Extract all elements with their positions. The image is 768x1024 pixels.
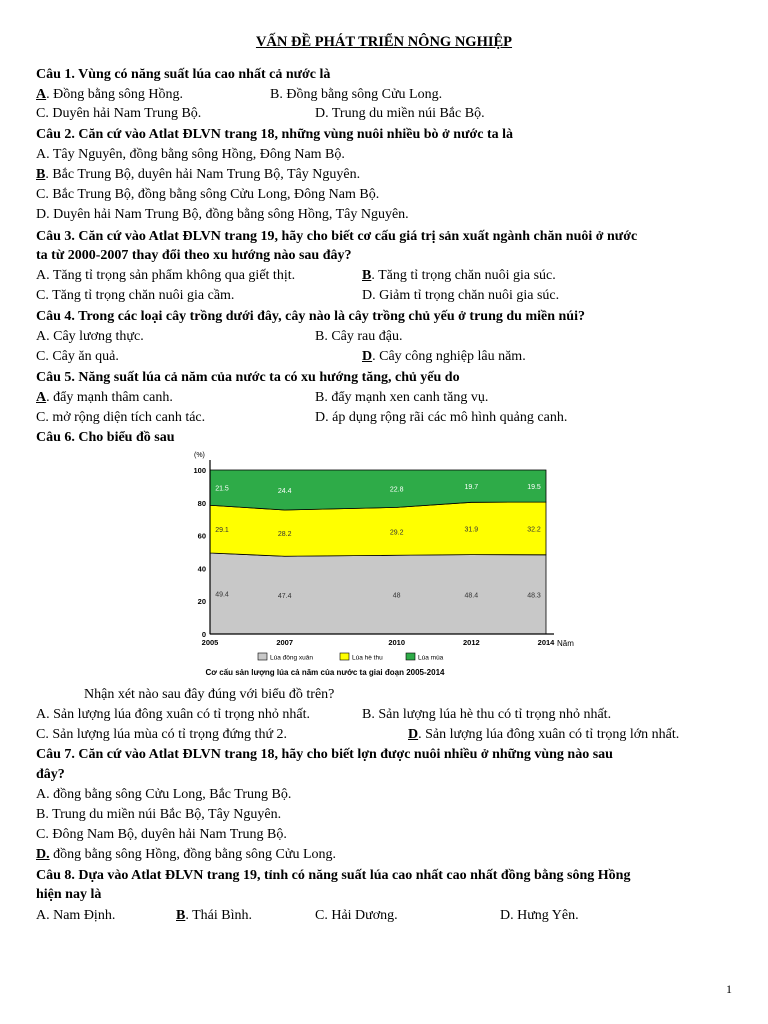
question-7-stem-line-1: Câu 7. Căn cứ vào Atlat ĐLVN trang 18, hãy cho biết lợn được nuôi nhiều ở những vùng nào sau	[36, 747, 613, 762]
q5-option-d: D. áp dụng rộng rãi các mô hình quảng canh.	[315, 410, 568, 425]
q2-option-d: D. Duyên hải Nam Trung Bộ, đồng bằng sông Hồng, Tây Nguyên.	[36, 207, 409, 222]
data-label: 48.4	[464, 592, 479, 600]
q1-option-c: C. Duyên hải Nam Trung Bộ.	[36, 106, 202, 121]
q3-option-c: C. Tăng tỉ trọng chăn nuôi gia cầm.	[36, 288, 235, 303]
question-8-stem-line-2: hiện nay là	[36, 887, 102, 902]
chart-areas	[210, 470, 546, 634]
y-tick-label: 100	[193, 466, 206, 475]
q5-option-c: C. mở rộng diện tích canh tác.	[36, 410, 206, 425]
q4-answer-key: D	[362, 349, 373, 364]
area-series-1	[210, 553, 546, 634]
q4-option-d	[362, 348, 526, 366]
question-5-stem: Câu 5. Năng suất lúa cả năm của nước ta có xu hướng tăng, chủ yếu do	[36, 370, 460, 385]
q4-option-c: C. Cây ăn quả.	[36, 349, 119, 364]
q8-option-d: D. Hưng Yên.	[500, 908, 579, 923]
y-tick-label: 80	[197, 498, 206, 508]
question-3-stem-line-1: Câu 3. Căn cứ vào Atlat ĐLVN trang 19, hãy cho biết cơ cấu giá trị sản xuất ngành chăn nuôi ở nước	[36, 229, 638, 244]
q7-option-b: B. Trung du miền núi Bắc Bộ, Tây Nguyên.	[36, 807, 282, 822]
legend-swatch	[406, 653, 415, 660]
q7-option-c: C. Đông Nam Bộ, duyên hải Nam Trung Bộ.	[36, 827, 287, 842]
x-tick-label: 2012	[462, 638, 480, 647]
q2-option-b-text: . Bắc Trung Bộ, duyên hải Nam Trung Bộ, Tây Nguyên.	[45, 167, 361, 182]
data-label: 48.3	[527, 592, 541, 600]
q5-answer-key: A	[36, 390, 47, 405]
data-label: 21.5	[215, 485, 229, 493]
data-label: 48	[392, 592, 401, 600]
q4-option-d-text: . Cây công nghiệp lâu năm.	[372, 349, 526, 364]
q3-option-a: A. Tăng tỉ trọng sản phẩm không qua giết thịt.	[36, 268, 296, 283]
q4-option-a: A. Cây lương thực.	[36, 329, 144, 344]
chart-title: Cơ cấu sản lượng lúa cả năm của nước ta giai đoạn 2005-2014	[205, 668, 445, 677]
chart-y-axis-label: (%)	[194, 452, 205, 459]
q3-option-b	[362, 267, 556, 285]
legend-label: Lúa hè thu	[352, 654, 383, 662]
legend-label: Lúa mùa	[418, 654, 444, 662]
question-1-stem: Câu 1. Vùng có năng suất lúa cao nhất cả nước là	[36, 67, 331, 82]
x-tick-label: 2014	[537, 638, 555, 647]
legend-swatch	[340, 653, 349, 660]
q6-prompt: Nhận xét nào sau đây đúng với biểu đồ trên?	[84, 687, 335, 702]
q5-option-a-text: . đẩy mạnh thâm canh.	[46, 390, 173, 405]
question-2-stem: Câu 2. Căn cứ vào Atlat ĐLVN trang 18, những vùng nuôi nhiều bò ở nước ta là	[36, 127, 514, 142]
q7-answer-key: D.	[36, 847, 50, 862]
question-6-stem: Câu 6. Cho biểu đồ sau	[36, 430, 175, 445]
data-label: 19.7	[464, 484, 479, 492]
q6-answer-key: D	[408, 727, 419, 742]
data-label: 28.2	[277, 531, 292, 539]
q1-option-d: D. Trung du miền núi Bắc Bộ.	[315, 106, 485, 121]
x-tick-label: 2010	[388, 638, 406, 647]
q3-option-b-text: . Tăng tỉ trọng chăn nuôi gia súc.	[371, 268, 556, 283]
q6-option-b: B. Sản lượng lúa hè thu có tỉ trọng nhỏ nhất.	[362, 707, 612, 722]
q1-option-b: B. Đồng bằng sông Cửu Long.	[270, 87, 443, 102]
data-label: 19.5	[527, 483, 541, 491]
data-label: 47.4	[277, 593, 292, 601]
q1-option-a-text: . Đồng bằng sông Hồng.	[46, 87, 184, 102]
q8-option-b	[176, 907, 252, 925]
q8-answer-key: B	[176, 908, 186, 923]
question-8-stem-line-1: Câu 8. Dựa vào Atlat ĐLVN trang 19, tỉnh có năng suất lúa cao nhất cao nhất đồng bằng sông Hồng	[36, 868, 631, 883]
data-label: 24.4	[277, 488, 292, 496]
data-label: 29.1	[215, 527, 229, 535]
q6-option-d-text: . Sản lượng lúa đông xuân có tỉ trọng lớn nhất.	[418, 727, 680, 742]
q8-option-b-text: . Thái Bình.	[185, 908, 252, 923]
question-4-stem: Câu 4. Trong các loại cây trồng dưới đây, cây nào là cây trồng chủ yếu ở trung du miền núi?	[36, 309, 585, 324]
legend-swatch	[258, 653, 267, 660]
page-number: 1	[726, 982, 732, 996]
area-series-2	[210, 502, 546, 556]
data-label: 49.4	[215, 591, 229, 599]
q7-option-d-text: đồng bằng sông Hồng, đồng bằng sông Cửu Long.	[49, 847, 337, 862]
q2-answer-key: B	[36, 167, 46, 182]
q3-answer-key: B	[362, 268, 372, 283]
page-title: VẤN ĐỀ PHÁT TRIỂN NÔNG NGHIỆP	[255, 34, 513, 50]
y-tick-label: 0	[201, 630, 206, 639]
q3-option-d: D. Giảm tỉ trọng chăn nuôi gia súc.	[362, 288, 560, 303]
q6-option-a: A. Sản lượng lúa đông xuân có tỉ trọng nhỏ nhất.	[36, 707, 310, 722]
q6-option-c: C. Sản lượng lúa mùa có tỉ trọng đứng thứ 2.	[36, 727, 288, 742]
q2-option-a: A. Tây Nguyên, đồng bằng sông Hồng, Đông Nam Bộ.	[36, 147, 345, 162]
q2-option-c: C. Bắc Trung Bộ, đồng bằng sông Cửu Long, Đông Nam Bộ.	[36, 187, 380, 202]
x-tick-label: 2007	[276, 638, 294, 647]
x-tick-label: 2005	[201, 638, 219, 647]
q6-option-d	[408, 726, 679, 744]
q2-option-b	[36, 166, 360, 184]
q8-option-a: A. Nam Định.	[36, 908, 116, 923]
question-3-stem-line-2: ta từ 2000-2007 thay đổi theo xu hướng nào sau đây?	[36, 248, 352, 263]
rice-output-structure-chart	[180, 446, 600, 682]
y-tick-label: 40	[197, 564, 206, 574]
data-label: 32.2	[527, 526, 541, 534]
chart-legend	[258, 653, 444, 662]
y-tick-label: 20	[197, 597, 206, 607]
q7-option-d	[36, 846, 336, 864]
q1-option-a	[36, 86, 183, 104]
data-label: 31.9	[464, 526, 479, 534]
y-tick-label: 60	[197, 531, 206, 541]
q8-option-c: C. Hải Dương.	[315, 908, 398, 923]
data-label: 29.2	[389, 529, 404, 537]
legend-label: Lúa đông xuân	[270, 654, 314, 662]
q5-option-b: B. đẩy mạnh xen canh tăng vụ.	[315, 390, 489, 405]
q5-option-a	[36, 389, 173, 407]
data-label: 22.8	[389, 486, 404, 494]
question-7-stem-line-2: đây?	[36, 767, 65, 782]
q7-option-a: A. đồng bằng sông Cửu Long, Bắc Trung Bộ.	[36, 787, 292, 802]
chart-x-axis-label: Năm	[557, 639, 574, 648]
q4-option-b: B. Cây rau đậu.	[315, 329, 403, 344]
q1-answer-key: A	[36, 87, 47, 102]
